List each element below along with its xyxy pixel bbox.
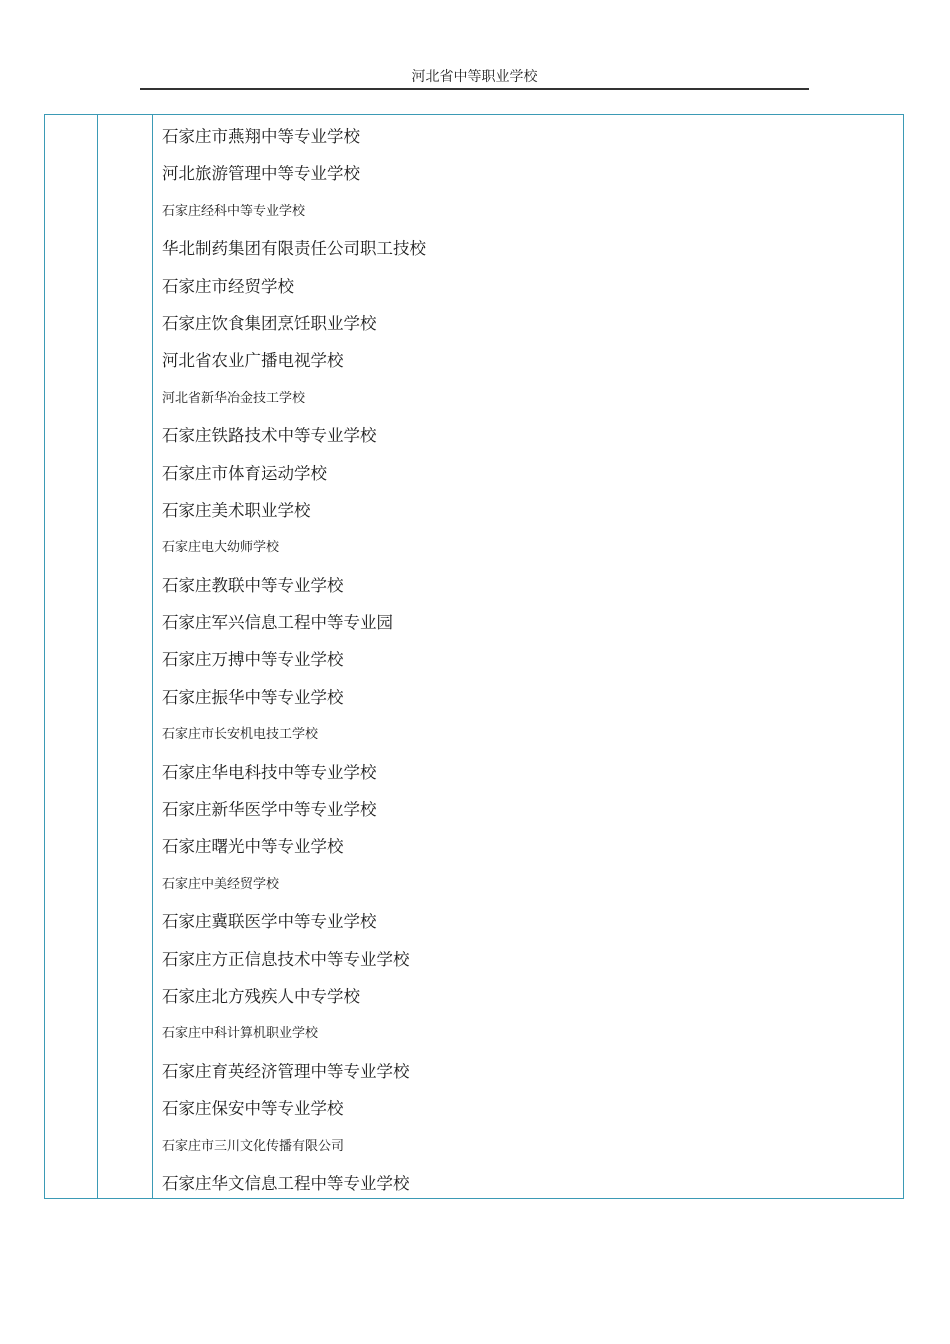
school-row: 华北制药集团有限责任公司职工技校 xyxy=(162,239,426,259)
school-row: 石家庄市经贸学校 xyxy=(162,276,294,296)
school-row: 石家庄保安中等专业学校 xyxy=(162,1099,344,1119)
school-row: 石家庄美术职业学校 xyxy=(162,500,311,520)
school-row: 石家庄中美经贸学校 xyxy=(162,876,280,892)
school-row: 石家庄方正信息技术中等专业学校 xyxy=(162,949,410,969)
school-row: 石家庄教联中等专业学校 xyxy=(162,575,344,595)
school-table xyxy=(44,114,904,1199)
school-row: 石家庄中科计算机职业学校 xyxy=(162,1026,319,1042)
school-row: 石家庄市燕翔中等专业学校 xyxy=(162,127,360,146)
school-row: 石家庄饮食集团烹饪职业学校 xyxy=(162,313,377,333)
school-row: 石家庄万搏中等专业学校 xyxy=(162,650,344,670)
school-row: 石家庄电大幼师学校 xyxy=(162,540,280,556)
school-row: 河北省农业广播电视学校 xyxy=(162,351,344,371)
school-row: 石家庄冀联医学中等专业学校 xyxy=(162,912,377,932)
header-divider xyxy=(140,88,809,90)
school-row: 石家庄华文信息工程中等专业学校 xyxy=(162,1173,410,1193)
column-divider-1 xyxy=(97,115,98,1198)
school-row: 石家庄北方残疾人中专学校 xyxy=(162,986,360,1006)
school-row: 石家庄市长安机电技工学校 xyxy=(162,727,319,743)
page-header-title: 河北省中等职业学校 xyxy=(411,69,538,85)
school-row: 石家庄新华医学中等专业学校 xyxy=(162,800,377,820)
school-row: 石家庄市体育运动学校 xyxy=(162,463,327,483)
school-row: 石家庄育英经济管理中等专业学校 xyxy=(162,1061,410,1081)
school-row: 石家庄铁路技术中等专业学校 xyxy=(162,426,377,446)
school-row: 河北旅游管理中等专业学校 xyxy=(162,164,360,184)
school-list xyxy=(162,118,893,1202)
school-row: 石家庄华电科技中等专业学校 xyxy=(162,762,377,782)
school-row: 河北省新华冶金技工学校 xyxy=(162,390,306,406)
school-row: 石家庄市三川文化传播有限公司 xyxy=(162,1138,345,1154)
school-row: 石家庄经科中等专业学校 xyxy=(162,203,306,219)
school-row: 石家庄曙光中等专业学校 xyxy=(162,837,344,857)
column-divider-2 xyxy=(152,115,153,1198)
school-row: 石家庄振华中等专业学校 xyxy=(162,687,344,707)
school-row: 石家庄军兴信息工程中等专业园 xyxy=(162,613,393,633)
